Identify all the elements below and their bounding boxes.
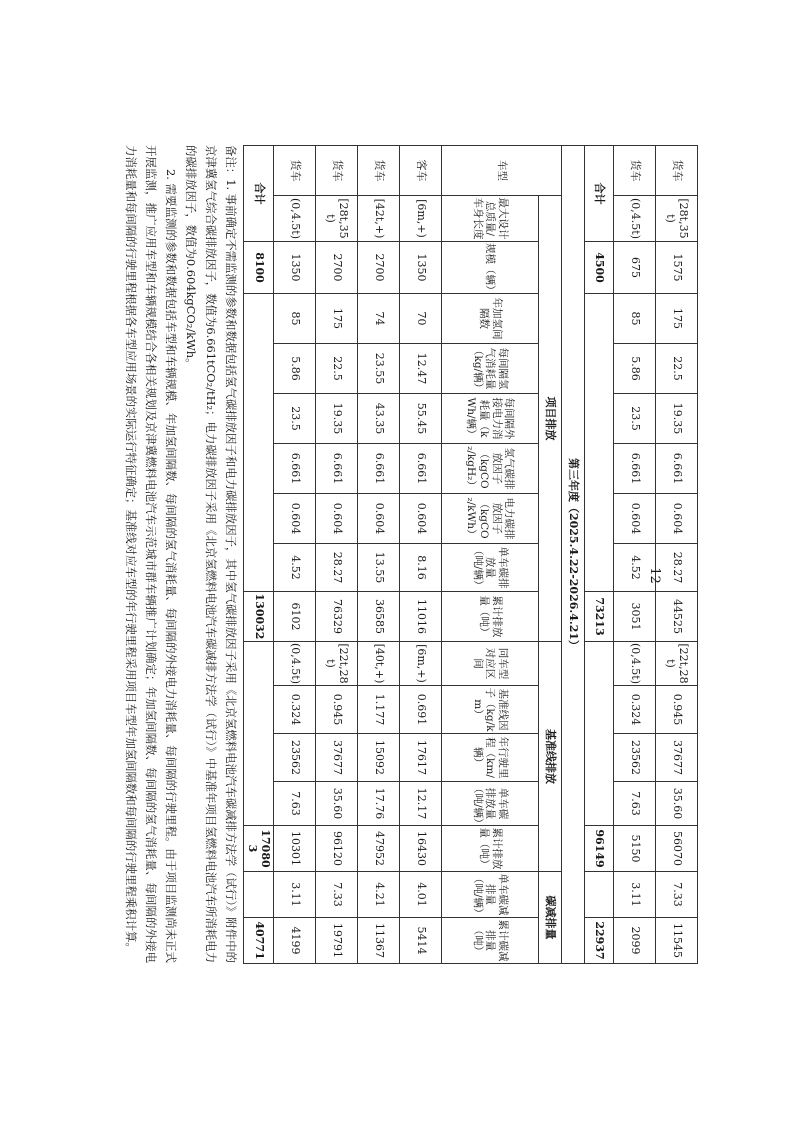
cell: 35.60 <box>316 782 358 826</box>
cell: 货车 <box>274 146 316 196</box>
cell: 4.21 <box>358 872 400 918</box>
cell: 35.60 <box>656 782 698 826</box>
cell: 44525 <box>656 592 698 642</box>
cell: 6102 <box>274 592 316 642</box>
total-label: 合计 <box>585 146 614 242</box>
cell: 19.35 <box>316 394 358 444</box>
cell: 16430 <box>400 826 442 872</box>
cell: [28t,35t) <box>656 196 698 242</box>
cell: [22t,28t) <box>316 642 358 686</box>
cell: 11016 <box>400 592 442 642</box>
total-reduction: 22937 <box>585 918 614 964</box>
cell: 76329 <box>316 592 358 642</box>
total-vehicles: 4500 <box>585 242 614 294</box>
header-unit-reduction: 单车碳减排量（吨/辆） <box>442 872 539 918</box>
header-same-type: 同车型对应区间 <box>442 642 539 686</box>
cell: 0.945 <box>656 686 698 734</box>
cell: 43.35 <box>358 394 400 444</box>
cell: 74 <box>358 294 400 344</box>
cell: 7.33 <box>316 872 358 918</box>
cell: 6.661 <box>614 444 656 494</box>
cell: 1350 <box>274 242 316 294</box>
section-reduction: 碳减排量 <box>539 872 562 964</box>
notes <box>121 145 241 963</box>
cell: [28t,35t) <box>316 196 358 242</box>
total-label: 合计 <box>243 146 273 242</box>
cell: 0.604 <box>656 494 698 544</box>
cell: 6.661 <box>274 444 316 494</box>
cell: [6m,+) <box>400 196 442 242</box>
cell: 12.17 <box>400 782 442 826</box>
table-row <box>316 146 358 964</box>
total-emission: 130032 <box>243 592 273 642</box>
total-reduction: 40771 <box>243 918 273 964</box>
section-project: 项目排放 <box>539 196 562 642</box>
header-scale: 规模（辆） <box>442 242 539 294</box>
cell: 36585 <box>358 592 400 642</box>
cell: 13.55 <box>358 544 400 592</box>
cell: 0.604 <box>358 494 400 544</box>
cell: 货车 <box>358 146 400 196</box>
cell: 6.661 <box>358 444 400 494</box>
cell: 175 <box>316 294 358 344</box>
cell: 22.5 <box>316 344 358 394</box>
cell <box>585 294 614 592</box>
cell: 2700 <box>316 242 358 294</box>
cell: 0.604 <box>400 494 442 544</box>
total-row <box>243 146 273 964</box>
cell: 6.661 <box>316 444 358 494</box>
cell: 1575 <box>656 242 698 294</box>
header-h2-consumption: 每间隔氢气消耗量（kg/辆） <box>442 344 539 394</box>
cell: 28.27 <box>656 544 698 592</box>
cell: 15092 <box>358 734 400 782</box>
cell: 12.47 <box>400 344 442 394</box>
header-annual-intervals: 年加氢间隔数 <box>442 294 539 344</box>
cell: 11367 <box>358 918 400 964</box>
cell: 47952 <box>358 826 400 872</box>
cell: 0.324 <box>614 686 656 734</box>
cell: 6.661 <box>656 444 698 494</box>
cell: 8.16 <box>400 544 442 592</box>
cell: [42t,+) <box>358 196 400 242</box>
header-total-reduction: 累计碳减排量（吨） <box>442 918 539 964</box>
total-baseline: 96149 <box>585 826 614 872</box>
cell: 17617 <box>400 734 442 782</box>
cell: 85 <box>614 294 656 344</box>
total-baseline: 170803 <box>243 826 273 872</box>
cell: 28.27 <box>316 544 358 592</box>
cell: 4199 <box>274 918 316 964</box>
table-row <box>614 146 656 964</box>
cell: 37677 <box>656 734 698 782</box>
table-row <box>274 146 316 964</box>
cell: 19791 <box>316 918 358 964</box>
header-row <box>442 146 539 964</box>
cell: 7.63 <box>274 782 316 826</box>
cell: [40t,+) <box>358 642 400 686</box>
cell: 5150 <box>614 826 656 872</box>
cell: (0,4.5t) <box>614 196 656 242</box>
cell: 0.604 <box>316 494 358 544</box>
cell: 55.45 <box>400 394 442 444</box>
cell: 23.5 <box>614 394 656 444</box>
cell: 0.604 <box>274 494 316 544</box>
cell: 0.604 <box>614 494 656 544</box>
header-specs: 最大设计总质量/车身长度 <box>442 196 539 242</box>
cell: 3.11 <box>274 872 316 918</box>
cell: 22.5 <box>656 344 698 394</box>
cell: 5414 <box>400 918 442 964</box>
cell <box>243 642 273 826</box>
cell <box>243 294 273 592</box>
cell: 175 <box>656 294 698 344</box>
cell: 4.52 <box>614 544 656 592</box>
cell <box>243 872 273 918</box>
cell: (0,4.5t) <box>274 642 316 686</box>
header-unit-emission: 单车碳排放量（吨/辆） <box>442 544 539 592</box>
header-baseline-factor: 基准线因子（kg/km） <box>442 686 539 734</box>
cell: 17.76 <box>358 782 400 826</box>
cell: 3.11 <box>614 872 656 918</box>
cell: 0.691 <box>400 686 442 734</box>
header-total-emission: 累计排放量（吨） <box>442 592 539 642</box>
rotated-table-region <box>78 145 698 963</box>
cell: [6m,+) <box>400 642 442 686</box>
cell <box>585 872 614 918</box>
cell: 6.661 <box>400 444 442 494</box>
note-1: 备注：1. 事前确定不需监测的参数和数据包括氢气碳排放因子和电力碳排放因子，其中氢气碳排放因子采用《北京氢燃料电池汽车碳减排方法学（试行）》附件中的京津冀氢气综合碳排放因子，数值为6.661tCO₂/tH₂；电力碳排放因子采用《北京氢燃料电池汽车碳减排方法学（试行）》中基准年项目氢燃料电池汽车所消耗电力的碳排放因子，数值为0.604kgCO₂/kWh。 <box>183 145 238 963</box>
cell: (0,4.5t) <box>614 642 656 686</box>
header-annual-mileage: 年行驶里程（km/辆） <box>442 734 539 782</box>
cell: [22t,28t) <box>656 642 698 686</box>
header-elec-consumption: 每间隔外接电力消耗量（kWh/辆） <box>442 394 539 444</box>
cell: 客车 <box>400 146 442 196</box>
cell: 3051 <box>614 592 656 642</box>
section-row <box>539 146 562 964</box>
total-vehicles: 8100 <box>243 242 273 294</box>
cell: 0.324 <box>274 686 316 734</box>
header-unit-baseline: 单车碳排放量（吨/辆） <box>442 782 539 826</box>
cell: 23.5 <box>274 394 316 444</box>
cell: 1350 <box>400 242 442 294</box>
cell: 0.945 <box>316 686 358 734</box>
cell: 7.33 <box>656 872 698 918</box>
total-row <box>585 146 614 964</box>
cell: 2099 <box>614 918 656 964</box>
cell: 2700 <box>358 242 400 294</box>
cell: 10301 <box>274 826 316 872</box>
header-total-baseline: 累计排放量（吨） <box>442 826 539 872</box>
cell: 56070 <box>656 826 698 872</box>
page-number: 12 <box>646 567 662 584</box>
cell: 货车 <box>656 146 698 196</box>
cell: 5.86 <box>274 344 316 394</box>
cell: 1.177 <box>358 686 400 734</box>
cell: (0,4.5t) <box>274 196 316 242</box>
cell: 70 <box>400 294 442 344</box>
note-2: 2. 需要监测的参数和数据包括车型和车辆规模、年加氢间隔数、每间隔的氢气消耗量、每间隔的外接电力消耗量、每间隔的行驶里程。由于项目监测尚未正式开展监测，推广应用车型和车辆规模结合各相关规划及京津冀燃料电池汽车示范城市群车辆推广计划确定；年加氢间隔数、每间隔的氢气消耗量、每间隔的外接电力消耗量和每间隔的行驶里程根据各车型应用场景的实际运行特征确定；基准线对应车型的年行驶里程采用项目车型年加氢间隔数和每间隔的行驶里程乘积计算。 <box>123 145 178 963</box>
cell: 7.63 <box>614 782 656 826</box>
cell: 货车 <box>614 146 656 196</box>
cell: 675 <box>614 242 656 294</box>
table-row <box>400 146 442 964</box>
cell: 85 <box>274 294 316 344</box>
header-elec-factor: 电力碳排放因子（kgCO₂/kWh） <box>442 494 539 544</box>
total-emission: 73213 <box>585 592 614 642</box>
year-title-row <box>562 146 585 964</box>
cell: 货车 <box>316 146 358 196</box>
emission-table <box>243 145 698 964</box>
section-baseline: 基准线排放 <box>539 642 562 872</box>
header-h2-factor: 氢气碳排放因子（kgCO₂/kgH₂） <box>442 444 539 494</box>
cell: 37677 <box>316 734 358 782</box>
cell: 4.01 <box>400 872 442 918</box>
cell: 23.55 <box>358 344 400 394</box>
cell: 23562 <box>614 734 656 782</box>
table-row <box>358 146 400 964</box>
table-row <box>656 146 698 964</box>
cell: 19.35 <box>656 394 698 444</box>
header-vehicle-type: 车型 <box>442 146 562 196</box>
cell: 96120 <box>316 826 358 872</box>
cell: 11545 <box>656 918 698 964</box>
cell: 23562 <box>274 734 316 782</box>
cell <box>585 642 614 826</box>
cell: 4.52 <box>274 544 316 592</box>
cell: 5.86 <box>614 344 656 394</box>
year-title: 第三年度（2025.4.22-2026.4.21） <box>562 146 585 964</box>
